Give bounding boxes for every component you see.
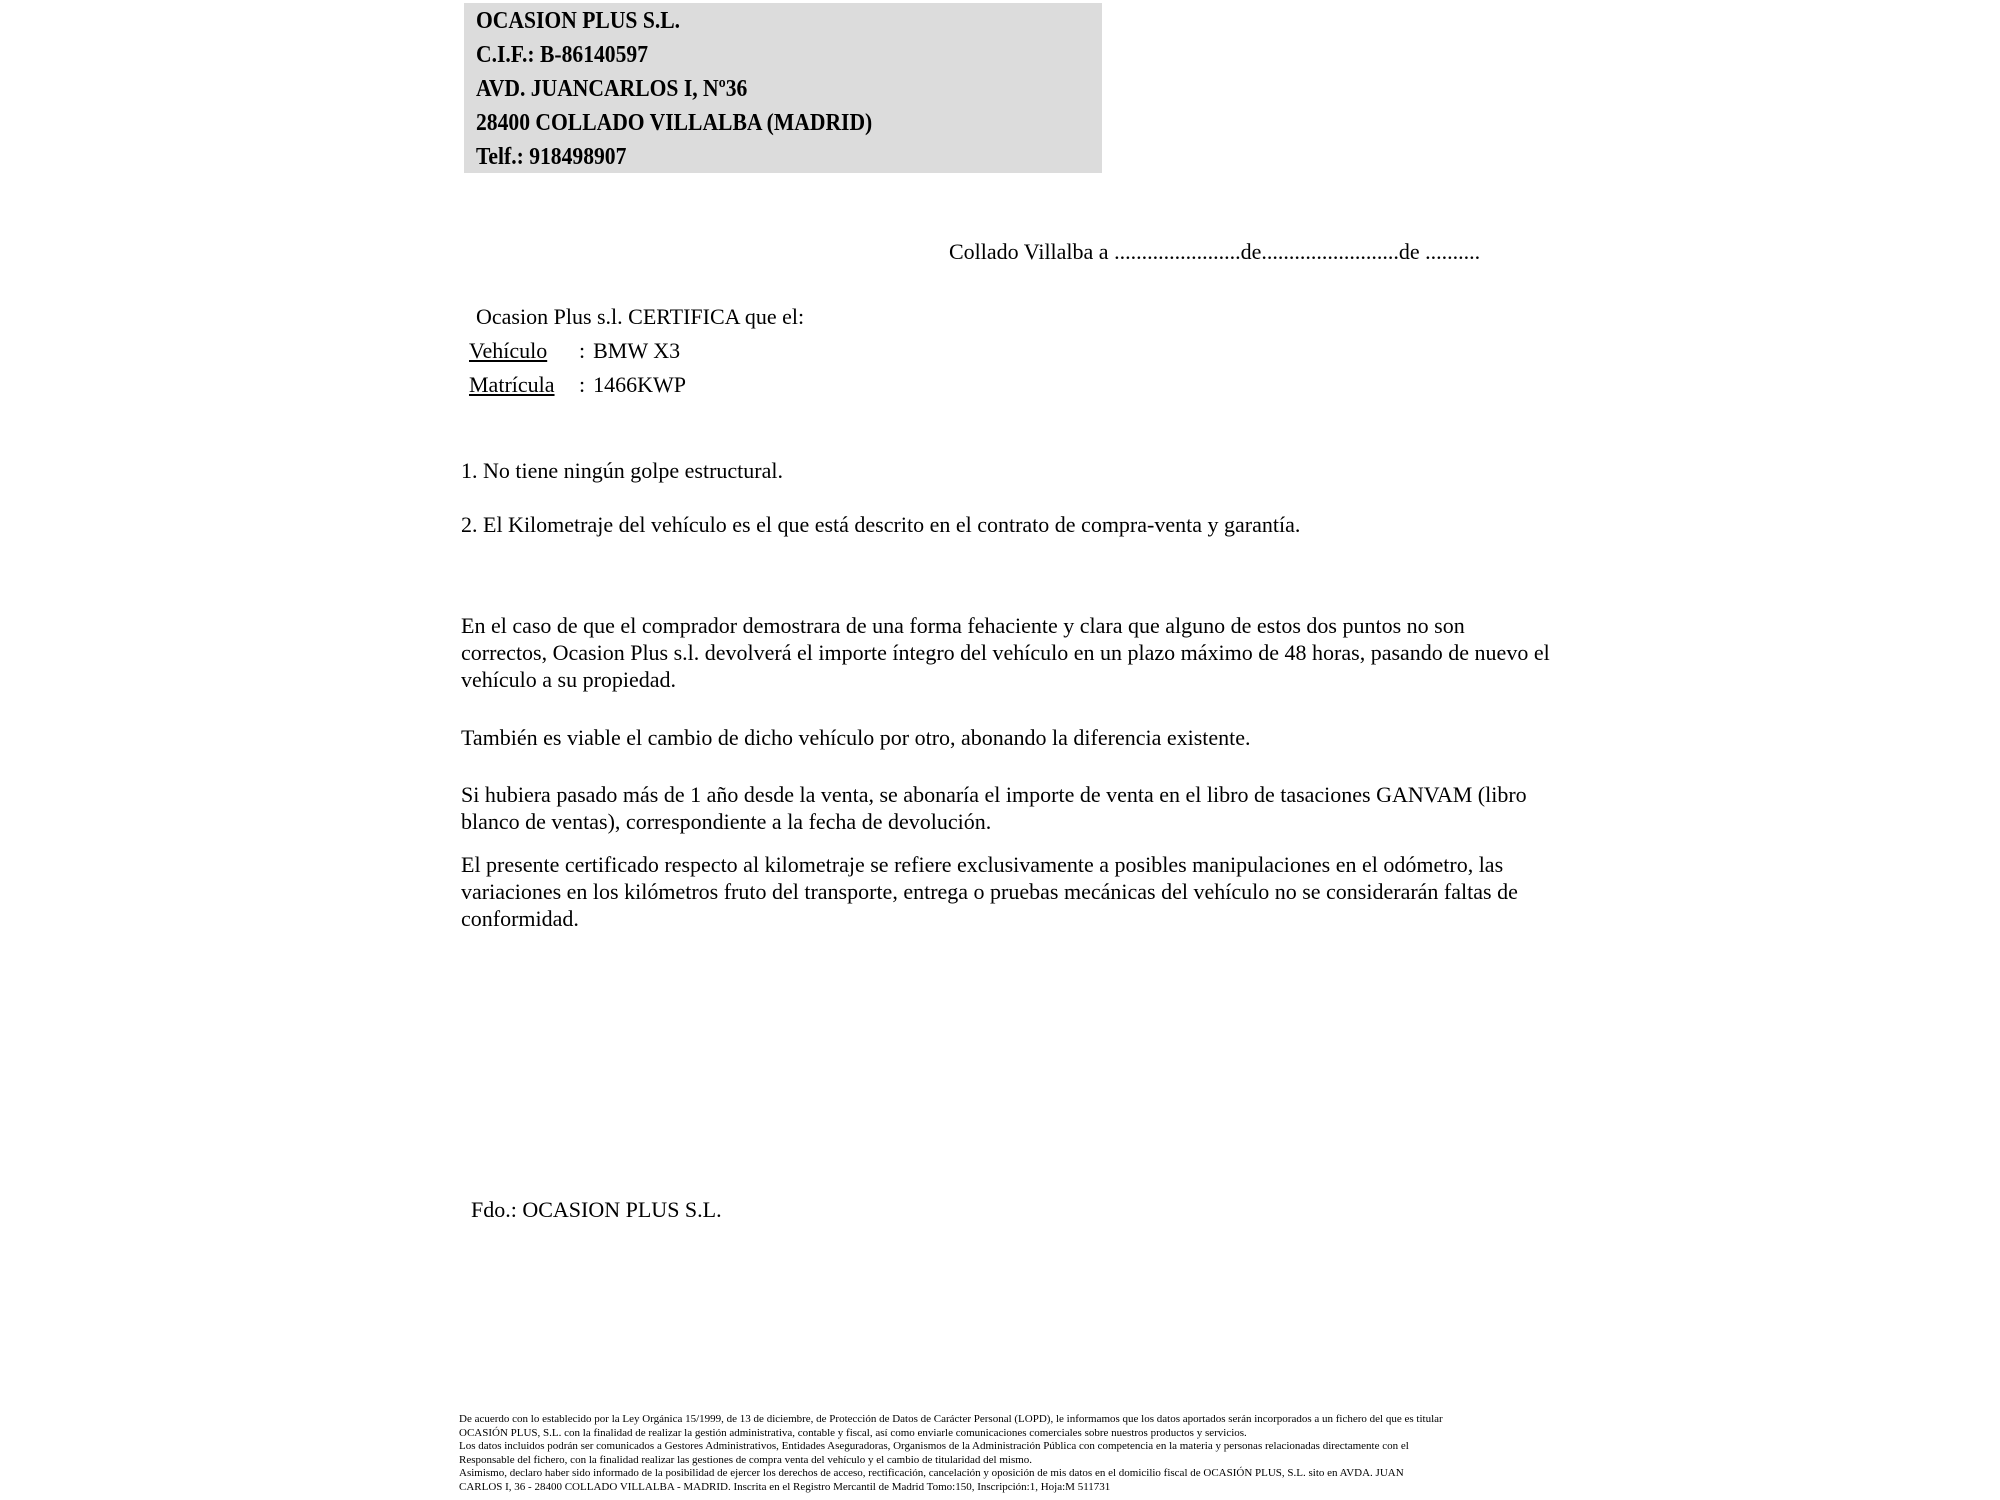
company-phone: Telf.: 918498907 [476, 144, 627, 170]
legal-notice [459, 1413, 1443, 1495]
legal-line: OCASIÓN PLUS, S.L. con la finalidad de realizar la gestión administrativa, contable y fiscal, así como enviarle comunicaciones comerciales sobre nuestros productos y servicios. [459, 1426, 1247, 1439]
legal-line: Los datos incluidos podrán ser comunicados a Gestores Administrativos, Entidades Aseguradoras, Organismos de la Administración Pública con competencia en la materia y personas relacionadas directamente con el [459, 1440, 1409, 1453]
certification-intro: Ocasion Plus s.l. CERTIFICA que el: [476, 304, 805, 329]
signature-line: Fdo.: OCASION PLUS S.L. [471, 1197, 722, 1222]
company-cif: C.I.F.: B-86140597 [476, 42, 649, 68]
paragraph-refund: En el caso de que el comprador demostrara de una forma fehaciente y clara que alguno de estos dos puntos no son correctos, Ocasion Plus s.l. devolverá el importe íntegro del vehículo en un plazo máximo de 48 horas, pasando de nuevo el vehículo a su propiedad. [461, 613, 1550, 692]
legal-line: Asimismo, declaro haber sido informado de la posibilidad de ejercer los derechos de acceso, rectificación, cancelación y oposición de mis datos en el domicilio fiscal de OCASIÓN PLUS, S.L. sito en AVDA. JUAN [459, 1467, 1404, 1480]
company-header-box [464, 3, 1102, 173]
condition-structural: 1. No tiene ningún golpe estructural. [461, 458, 783, 483]
legal-line: Responsable del fichero, con la finalidad realizar las gestiones de compra venta del vehículo y el cambio de titularidad del mismo. [459, 1453, 1033, 1466]
condition-mileage: 2. El Kilometraje del vehículo es el que está descrito en el contrato de compra-venta y garantía. [461, 512, 1301, 537]
legal-line: De acuerdo con lo establecido por la Ley Orgánica 15/1999, de 13 de diciembre, de Protección de Datos de Carácter Personal (LOPD), le informamos que los datos aportados serán incorporados a un fichero del que es titular [459, 1413, 1443, 1425]
plate-separator: : [579, 372, 586, 397]
vehicle-label-cell [469, 337, 579, 364]
company-name: OCASION PLUS S.L. [476, 8, 681, 34]
company-address: AVD. JUANCARLOS I, Nº36 [476, 76, 748, 102]
plate-row [469, 371, 804, 398]
vehicle-row [469, 337, 804, 364]
plate-value: 1466KWP [593, 372, 687, 397]
paragraph-ganvam: Si hubiera pasado más de 1 año desde la venta, se abonaría el importe de venta en el libro de tasaciones GANVAM (libro blanco de ventas), correspondiente a la fecha de devolución. [461, 782, 1527, 834]
vehicle-separator: : [579, 338, 586, 363]
plate-label: Matrícula [469, 372, 555, 397]
plate-label-cell [469, 371, 579, 398]
vehicle-label: Vehículo [469, 338, 548, 363]
legal-line: CARLOS I, 36 - 28400 COLLADO VILLALBA - MADRID. Inscrita en el Registro Mercantil de Madrid Tomo:150, Inscripción:1, Hoja:M 511731 [459, 1480, 1111, 1493]
vehicle-value: BMW X3 [593, 338, 681, 363]
paragraph-exchange: También es viable el cambio de dicho vehículo por otro, abonando la diferencia existente. [461, 725, 1251, 750]
date-line: Collado Villalba a .......................de.........................de .......... [949, 239, 1481, 264]
certification-block [469, 303, 804, 398]
paragraph-odometer: El presente certificado respecto al kilometraje se refiere exclusivamente a posibles manipulaciones en el odómetro, las variaciones en los kilómetros fruto del transporte, entrega o pruebas mecánicas del vehículo no se considerarán faltas de conformidad. [461, 852, 1518, 931]
company-postal-city: 28400 COLLADO VILLALBA (MADRID) [476, 110, 873, 136]
